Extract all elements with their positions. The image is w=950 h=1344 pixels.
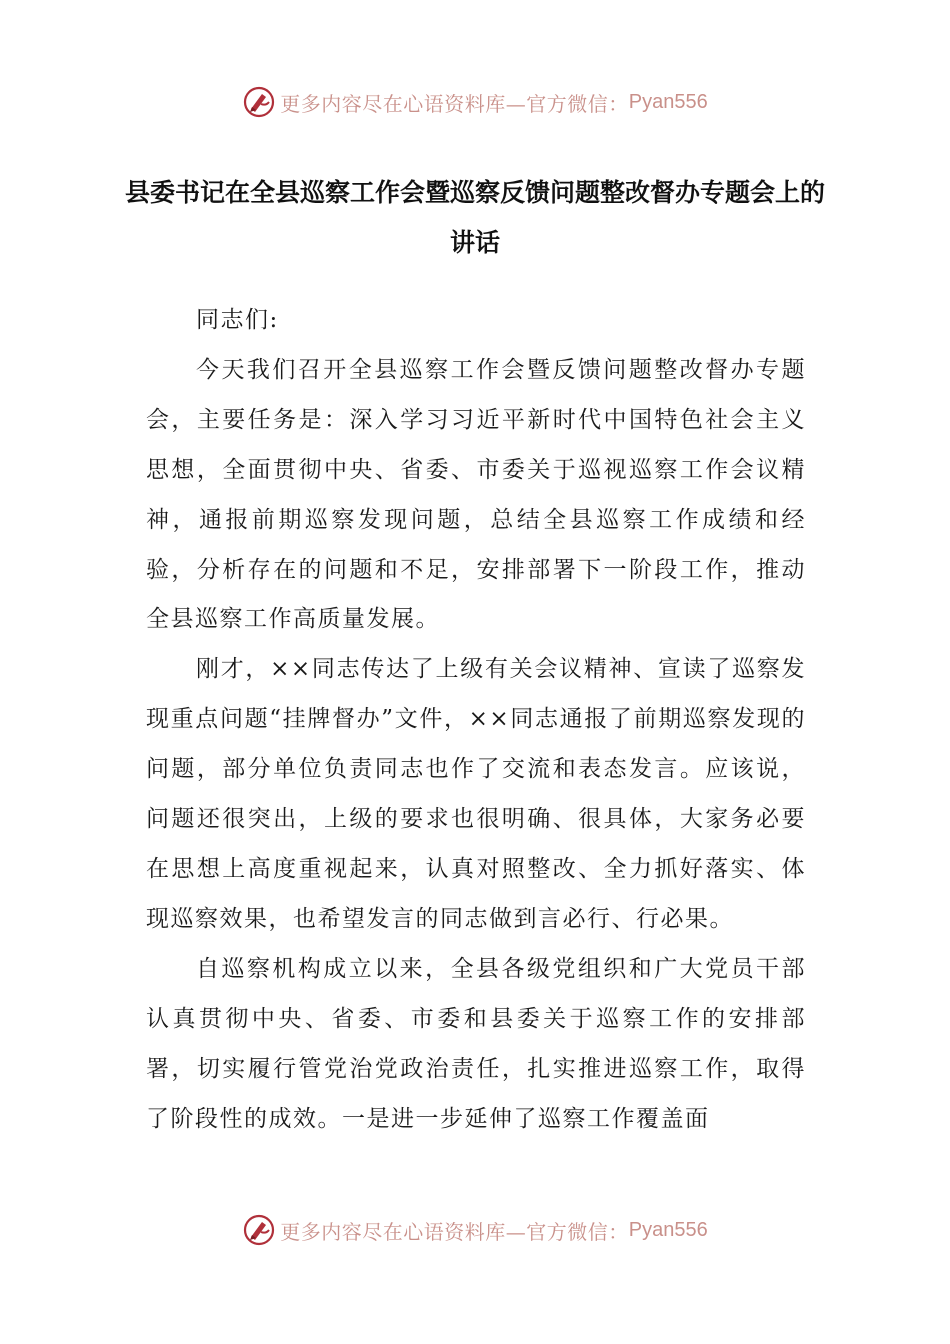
paragraph-1: 今天我们召开全县巡察工作会暨反馈问题整改督办专题会，主要任务是：深入学习习近平新时代中国特色社会主义思想，全面贯彻中央、省委、市委关于巡视巡察工作会议精神，通报前期巡察发现问题，总结全县巡察工作成绩和经验，分析存在的问题和不足，安排部署下一阶段工作，推动全县巡察工作高质量发展。 xyxy=(146,356,806,633)
logo-icon xyxy=(242,85,276,119)
watermark-wechat-id: Pyan556 xyxy=(628,1218,708,1241)
paragraph-3: 自巡察机构成立以来，全县各级党组织和广大党员干部认真贯彻中央、省委、市委和县委关于巡察工作的安排部署，切实履行管党治党政治责任，扎实推进巡察工作，取得了阶段性的成效。一是进一步延伸了巡察工作覆盖面 xyxy=(146,955,806,1132)
watermark-text: 更多内容尽在心语资料库—官方微信： xyxy=(280,1219,629,1244)
paragraph-2: 刚才，××同志传达了上级有关会议精神、宣读了巡察发现重点问题“挂牌督办”文件，××同志通报了前期巡察发现的问题，部分单位负责同志也作了交流和表态发言。应该说，问题还很突出，上级的要求也很明确、很具体，大家务必要在思想上高度重视起来，认真对照整改、全力抓好落实、体现巡察效果，也希望发言的同志做到言必行、行必果。 xyxy=(146,656,806,932)
watermark-text: 更多内容尽在心语资料库—官方微信： xyxy=(280,91,629,116)
document-body xyxy=(146,296,806,1144)
document-title: 县委书记在全县巡察工作会暨巡察反馈问题整改督办专题会上的讲话 xyxy=(124,178,825,257)
logo-icon xyxy=(242,1213,276,1247)
greeting: 同志们: xyxy=(196,307,279,333)
watermark-banner-bottom xyxy=(0,1210,950,1250)
watermark-banner-top xyxy=(0,82,950,122)
watermark-wechat-id: Pyan556 xyxy=(628,90,708,113)
